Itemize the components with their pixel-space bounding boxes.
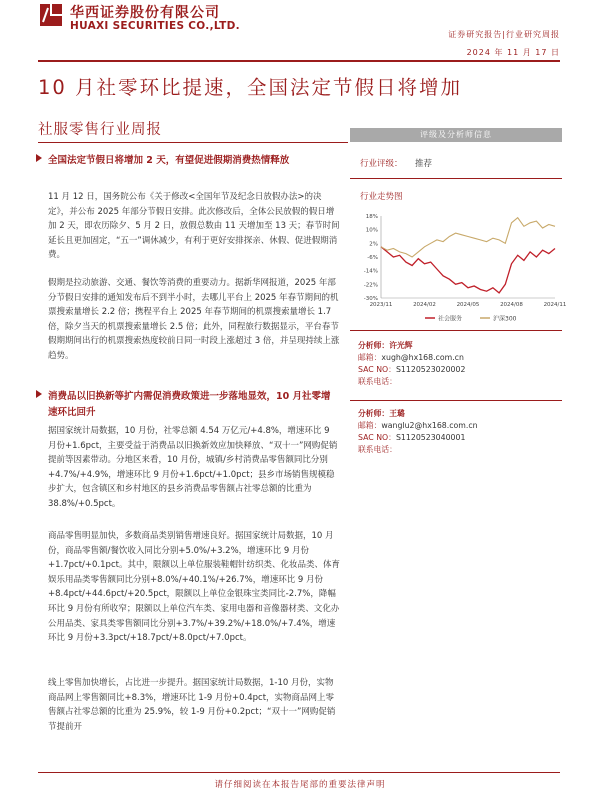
- triangle-bullet-icon: [36, 154, 42, 162]
- analyst-label: 分析师：: [358, 341, 390, 350]
- analyst-sac: S1120523040001: [395, 433, 466, 442]
- subtitle-divider: [38, 142, 348, 143]
- section-1-heading-text: 全国法定节假日将增加 2 天，有望促进假期消费热情释放: [48, 155, 290, 166]
- analyst-email[interactable]: xugh@hx168.com.cn: [381, 353, 464, 362]
- analyst-name-line: [358, 408, 478, 420]
- email-label: 邮箱：: [358, 353, 382, 362]
- footer-divider: [38, 772, 560, 773]
- analyst-email-line: [358, 420, 478, 432]
- legend-label: 社会服务: [438, 315, 463, 323]
- analyst-sac: S1120523020002: [395, 365, 466, 374]
- sac-label: SAC NO：: [358, 365, 396, 374]
- section-2-heading: [48, 389, 340, 420]
- report-type: 证券研究报告|行业研究周报: [448, 30, 560, 39]
- paragraph-text: 假期是拉动旅游、交通、餐饮等消费的重要动力。据新华网报道，2025 年部分节假日安排的通知发布后不到半小时，去哪儿平台上 2025 年春节期间的机票搜索量增长 2.2 倍；携程平台上 2025 年春节期间的机票搜索量增长 1.7 倍，除夕当天的机票搜索量增长 2.5 倍；此外，同程旅行数据显示，平台春节假期期间出行的机票搜索热度较前日同一时段上涨超过 3 倍，并呈现持续上涨趋势。: [48, 278, 340, 361]
- rating-label: 行业评级：: [360, 159, 403, 169]
- section-1-heading: [48, 153, 340, 169]
- triangle-bullet-icon: [36, 390, 42, 398]
- phone-label: 联系电话：: [358, 377, 397, 386]
- paragraph-text: 线上零售加快增长，占比进一步提升。据国家统计局数据，1-10 月份，实物商品网上零售额同比+8.3%，增速环比 1-9 月份+0.4pct，实物商品网上零售额占社零总额的比重为 25.9%，较 1-9 月份+0.2pct；“双十一”网购促销节提前开: [48, 678, 336, 732]
- y-tick-label: 2%: [369, 241, 378, 248]
- header-divider: [38, 60, 560, 62]
- analyst-phone-line: [358, 444, 478, 456]
- analyst-sac-line: [358, 364, 465, 376]
- section-2-paragraph-2: [48, 529, 340, 646]
- sidebar-header: 评级及分析师信息: [350, 128, 562, 142]
- trend-chart: [355, 210, 567, 325]
- footer-disclaimer: 请仔细阅读在本报告尾部的重要法律声明: [214, 780, 386, 790]
- analyst-phone-line: [358, 376, 465, 388]
- y-tick-label: 10%: [365, 227, 378, 234]
- paragraph-text: 11 月 12 日，国务院公布《关于修改<全国年节及纪念日放假办法>的决定》，并公布 2025 年部分节假日安排。此次修改后，全体公民放假的假日增加 2 天，即农历除夕、5 月 2 日，放假总数由 11 天增加至 13 天；春节时间延长且更加固定，“五一”调休减少，有利于更好安排探亲、休假、促进假期消费。: [48, 192, 340, 261]
- analyst-2: [358, 408, 478, 456]
- y-tick-label: -22%: [363, 282, 378, 289]
- company-name-en: HUAXI SECURITIES CO.,LTD.: [70, 20, 240, 32]
- y-tick-label: -6%: [367, 255, 378, 261]
- section-1-paragraph-1: [48, 190, 340, 263]
- y-tick-label: 18%: [365, 214, 378, 220]
- sidebar-divider: [350, 178, 562, 179]
- sidebar-divider: [350, 400, 562, 401]
- report-date: 2024 年 11 月 17 日: [466, 48, 560, 57]
- x-tick-label: 2024/02: [413, 302, 436, 308]
- y-tick-label: -30%: [363, 296, 378, 302]
- rating-value: 推荐: [415, 159, 433, 169]
- analyst-email[interactable]: wanglu2@hx168.com.cn: [381, 421, 478, 430]
- analyst-sac-line: [358, 432, 478, 444]
- analyst-1: [358, 340, 465, 388]
- company-name-cn: 华西证券股份有限公司: [70, 5, 220, 21]
- phone-label: 联系电话：: [358, 445, 397, 454]
- section-2-paragraph-3: [48, 676, 340, 734]
- trend-chart-svg: [355, 210, 567, 325]
- legend-label: 沪深300: [493, 315, 517, 323]
- paragraph-text: 据国家统计局数据，10 月份，社零总额 4.54 万亿元/+4.8%，增速环比 9 月份+1.6pct，主要受益于消费品以旧换新效应加快释放、“双十一”网购促销提前等因素带动。分地区来看，10 月份，城镇/乡村消费品零售额同比分别+4.7%/+4.9%，增速环比 9 月份+1.6pct/+1.0pct；县乡市场销售规模稳步扩大，包含镇区和乡村地区的县乡消费品零售额占社零总额的比重为 38.8%/+0.5pct。: [48, 426, 338, 509]
- section-2-heading-text: 消费品以旧换新等扩内需促消费政策进一步落地显效，10 月社零增速环比回升: [48, 391, 331, 418]
- y-tick-label: -14%: [363, 268, 378, 275]
- paragraph-text: 商品零售明显加快，多数商品类别销售增速良好。据国家统计局数据，10 月份，商品零售额/餐饮收入同比分别+5.0%/+3.2%，增速环比 9 月份+1.7pct/+0.1pct。其中，限额以上单位服装鞋帽针纺织类、化妆品类、体育娱乐用品类零售额同比分别+8.0%/+40.1%/+26.7%，增速环比 9 月份+8.4pct/+44.6pct/+20.5pct，限额以上单位金银珠宝类同比-2.7%，降幅环比 9 月份有所收窄；限额以上单位汽车类、家用电器和音像器材类、文化办公用品类、家具类零售额同比分别+3.7%/+39.2%/+18.0%/+7.4%，增速环比 9 月份+3.3pct/+18.7pct/+8.0pct/+7.0pct。: [48, 531, 340, 644]
- analyst-name: 许光辉: [389, 341, 413, 350]
- section-2-paragraph-1: [48, 424, 340, 512]
- report-title: 10 月社零环比提速，全国法定节假日将增加: [38, 76, 463, 99]
- report-subtitle: 社服零售行业周报: [38, 122, 162, 138]
- email-label: 邮箱：: [358, 421, 382, 430]
- series-line-csi300: [381, 218, 555, 257]
- sidebar-divider: [350, 330, 562, 331]
- analyst-name-line: [358, 340, 465, 352]
- company-logo: [38, 2, 64, 28]
- section-1-paragraph-2: [48, 276, 340, 364]
- x-tick-label: 2024/08: [500, 302, 523, 308]
- x-tick-label: 2024/11: [543, 302, 567, 308]
- sac-label: SAC NO：: [358, 433, 396, 442]
- x-tick-label: 2023/11: [369, 302, 393, 308]
- x-tick-label: 2024/05: [456, 302, 480, 308]
- analyst-label: 分析师：: [358, 409, 390, 418]
- analyst-name: 王璐: [389, 409, 405, 418]
- analyst-email-line: [358, 352, 465, 364]
- trend-label: 行业走势图: [360, 192, 403, 202]
